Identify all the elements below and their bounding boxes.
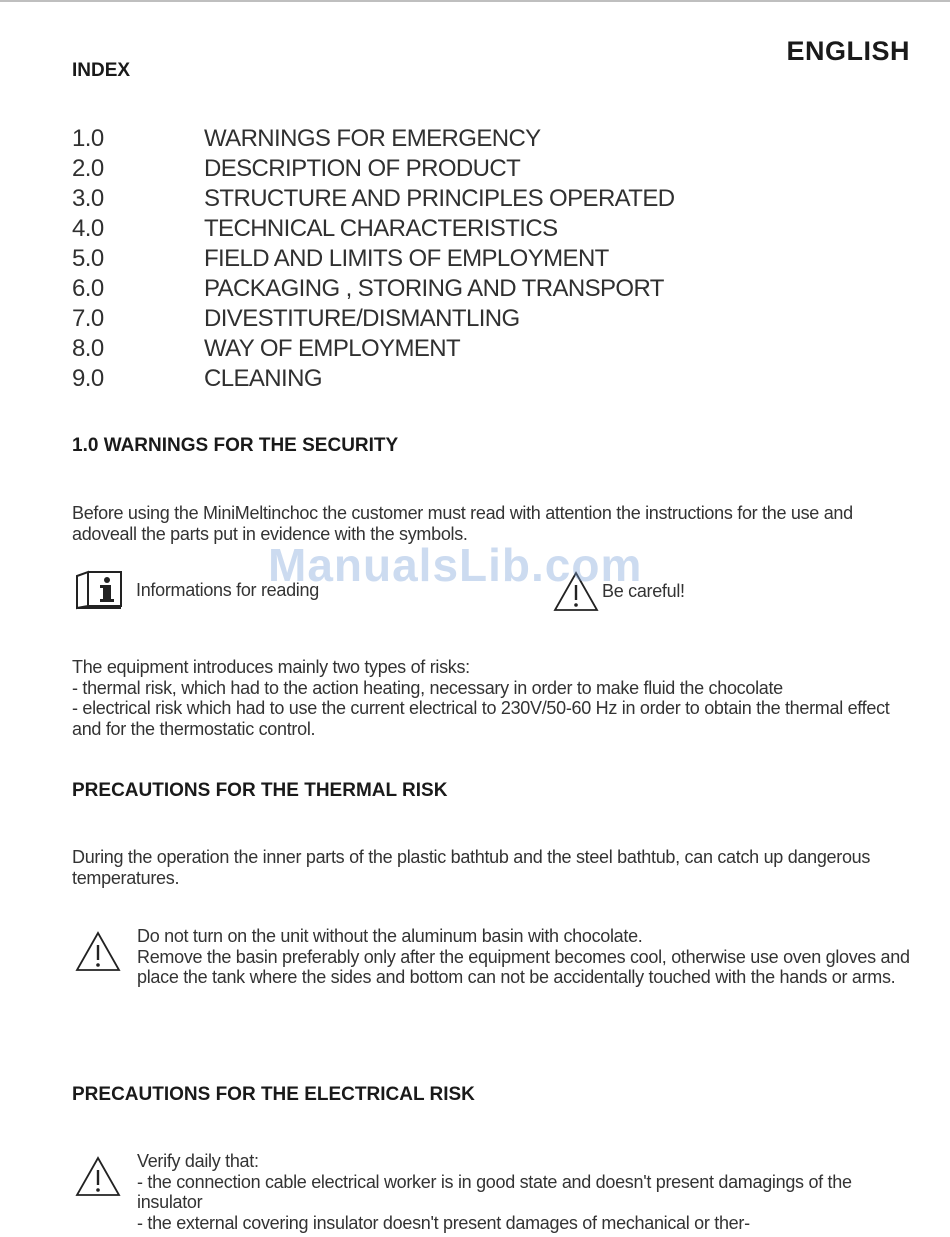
top-rule [0, 0, 950, 2]
index-entry-title: FIELD AND LIMITS OF EMPLOYMENT [204, 245, 609, 272]
index-entry-title: CLEANING [204, 365, 322, 392]
index-item [72, 214, 675, 244]
info-book-icon [74, 570, 124, 610]
language-label: ENGLISH [786, 36, 910, 66]
electrical-warning-text [137, 1151, 914, 1233]
index-list [72, 124, 675, 394]
risks-line: The equipment introduces mainly two types of risks: [72, 657, 470, 677]
symbol-info-label: Informations for reading [136, 579, 319, 600]
security-intro: Before using the MiniMeltinchoc the customer must read with attention the instructions for the use and adoveall the parts put in evidence with the symbols. [72, 503, 853, 544]
index-number: 6.0 [72, 275, 104, 302]
warning-line: - the connection cable electrical worker is in good state and doesn't present damagings of the insulator [137, 1171, 852, 1212]
index-number: 8.0 [72, 335, 104, 362]
index-number: 7.0 [72, 305, 104, 332]
index-entry-title: PACKAGING , STORING AND TRANSPORT [204, 275, 664, 302]
index-number: 3.0 [72, 185, 104, 212]
warning-line: Do not turn on the unit without the aluminum basin with chocolate. [137, 926, 643, 946]
index-entry-title: TECHNICAL CHARACTERISTICS [204, 215, 558, 242]
index-number: 4.0 [72, 215, 104, 242]
thermal-heading: PRECAUTIONS FOR THE THERMAL RISK [72, 780, 448, 801]
risks-paragraph [72, 657, 914, 739]
risks-line: - electrical risk which had to use the current electrical to 230V/50-60 Hz in order to obtain the thermal effect and for the thermostatic control. [72, 698, 890, 739]
warning-line: Remove the basin preferably only after the equipment becomes cool, otherwise use oven gloves and place the tank where the sides and bottom can not be accidentally touched with the hands or arms. [137, 946, 910, 987]
index-number: 9.0 [72, 365, 104, 392]
thermal-warning-block [72, 926, 914, 988]
index-item [72, 304, 675, 334]
index-item [72, 124, 675, 154]
index-entry-title: WARNINGS FOR EMERGENCY [204, 125, 541, 152]
index-number: 5.0 [72, 245, 104, 272]
symbol-warning-label: Be careful! [602, 580, 685, 601]
warning-triangle-icon [74, 930, 122, 972]
index-number: 1.0 [72, 125, 104, 152]
index-number: 2.0 [72, 155, 104, 182]
index-entry-title: DESCRIPTION OF PRODUCT [204, 155, 521, 182]
electrical-heading: PRECAUTIONS FOR THE ELECTRICAL RISK [72, 1084, 475, 1105]
warning-line: - the external covering insulator doesn't present damages of mechanical or ther- [137, 1212, 750, 1233]
electrical-warning-block [72, 1151, 914, 1233]
warning-triangle-icon [74, 1155, 122, 1197]
risks-line: - thermal risk, which had to the action heating, necessary in order to make fluid the chocolate [72, 677, 783, 698]
watermark: ManualsLib.com [268, 539, 643, 591]
thermal-intro: During the operation the inner parts of the plastic bathtub and the steel bathtub, can catch up dangerous temperatures. [72, 847, 871, 888]
index-entry-title: DIVESTITURE/DISMANTLING [204, 305, 520, 332]
index-item [72, 184, 675, 214]
warning-line: Verify daily that: [137, 1151, 259, 1171]
index-entry-title: WAY OF EMPLOYMENT [204, 335, 461, 362]
index-item [72, 154, 675, 184]
index-item [72, 334, 675, 364]
index-item [72, 364, 675, 394]
thermal-warning-text [137, 926, 914, 988]
security-heading: 1.0 WARNINGS FOR THE SECURITY [72, 435, 399, 456]
index-item [72, 274, 675, 304]
index-item [72, 244, 675, 274]
index-entry-title: STRUCTURE AND PRINCIPLES OPERATED [204, 185, 675, 212]
index-title: INDEX [72, 60, 131, 81]
